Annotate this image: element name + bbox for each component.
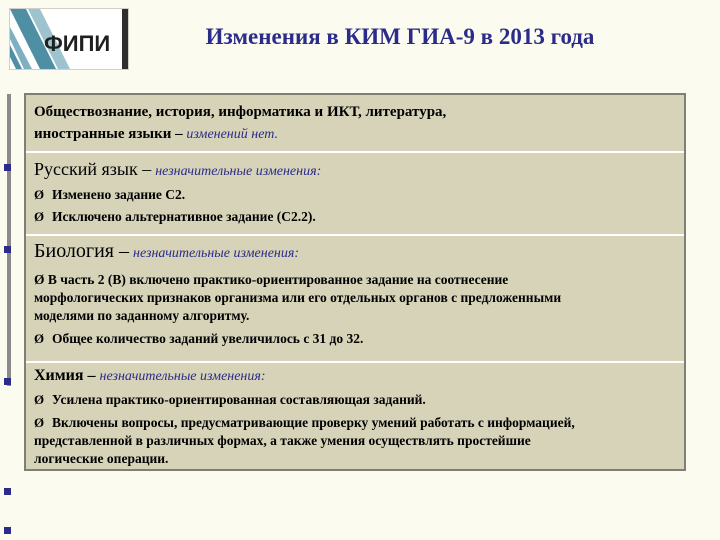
section-biology — [26, 238, 684, 348]
arrow-bullet-icon: Ø — [34, 392, 45, 407]
arrow-bullet-icon: Ø — [34, 187, 45, 202]
chemistry-item-1-text: Усилена практико-ориентированная составляющая заданий. — [52, 392, 426, 407]
biology-item-1 — [34, 271, 676, 289]
chemistry-item-2-line-2: представленной в различных формах, а также умения осуществлять простейшие — [34, 433, 531, 448]
logo-text: ФИПИ — [44, 31, 111, 56]
general-line-1: Обществознание, история, информатика и ИКТ, литература, — [34, 104, 447, 120]
biology-item-1-line-1: В часть 2 (В) включено практико-ориентированное задание на соотнесение — [47, 272, 509, 287]
section-general — [26, 101, 684, 146]
russian-note: незначительные изменения: — [155, 164, 322, 179]
chemistry-item-1 — [34, 391, 676, 409]
page-title: Изменения в КИМ ГИА-9 в 2013 года — [205, 24, 595, 49]
divider — [26, 361, 684, 363]
section-russian — [26, 157, 684, 226]
square-bullet-icon — [4, 527, 11, 534]
square-bullet-icon — [4, 164, 11, 171]
arrow-bullet-icon: Ø — [34, 415, 45, 430]
general-line-2 — [34, 123, 676, 146]
chemistry-item-2 — [34, 414, 676, 432]
biology-item-2-text: Общее количество заданий увеличилось с 31 до 32. — [52, 331, 364, 346]
russian-heading: Русский язык – — [34, 159, 152, 179]
decorative-side-bar — [7, 94, 11, 386]
russian-item-2 — [34, 208, 676, 226]
biology-heading: Биология – — [34, 240, 130, 262]
russian-item-1-text: Изменено задание С2. — [52, 187, 186, 202]
fipi-logo — [9, 8, 129, 70]
biology-item-1-line-2: морфологических признаков организма или его отдельных органов с предложенными — [34, 290, 562, 305]
arrow-bullet-icon: Ø — [34, 331, 45, 346]
arrow-bullet-icon: Ø — [34, 272, 45, 287]
chemistry-item-2-line-3: логические операции. — [34, 451, 169, 466]
biology-heading-line — [34, 238, 676, 267]
divider — [26, 151, 684, 153]
biology-item-2 — [34, 330, 676, 348]
biology-note: незначительные изменения: — [133, 246, 300, 261]
square-bullet-icon — [4, 378, 11, 385]
general-subjects: иностранные языки – — [34, 126, 183, 142]
divider — [26, 234, 684, 236]
square-bullet-icon — [4, 488, 11, 495]
general-note: изменений нет. — [186, 127, 279, 142]
content-box — [24, 93, 686, 471]
biology-item-1-line-3: моделями по заданному алгоритму. — [34, 308, 250, 323]
russian-heading-line — [34, 157, 676, 184]
chemistry-note: незначительные изменения: — [99, 369, 266, 384]
section-chemistry — [26, 365, 684, 468]
chemistry-heading-line — [34, 365, 676, 388]
chemistry-heading: Химия – — [34, 367, 96, 384]
chemistry-item-2-line-1: Включены вопросы, предусматривающие проверку умений работать с информацией, — [52, 415, 575, 430]
russian-item-2-text: Исключено альтернативное задание (С2.2). — [52, 209, 316, 224]
russian-item-1 — [34, 186, 676, 204]
square-bullet-icon — [4, 246, 11, 253]
arrow-bullet-icon: Ø — [34, 209, 45, 224]
